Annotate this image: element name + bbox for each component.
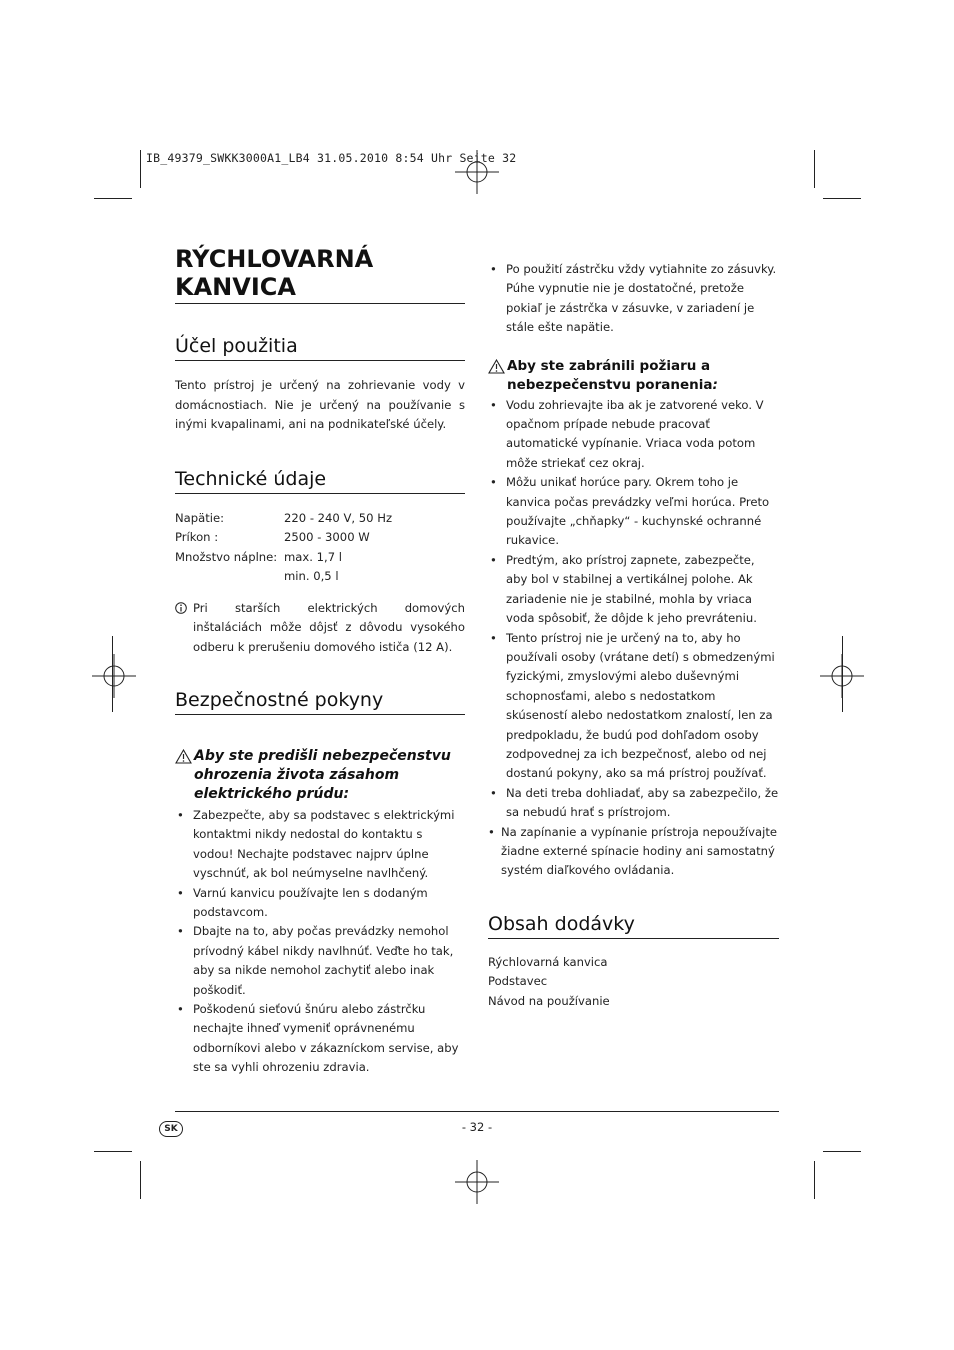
page-number: - 32 - <box>461 1120 493 1134</box>
print-slug: IB_49379_SWKK3000A1_LB4 31.05.2010 8:54 Uhr Seite 32 <box>146 151 517 165</box>
page-title: RÝCHLOVARNÁ KANVICA <box>175 245 374 301</box>
contents-heading: Obsah dodávky <box>488 912 635 935</box>
crop-mark <box>94 1151 132 1152</box>
list-item: • Varnú kanvicu používajte len s dodaným podstavcom. <box>175 884 465 923</box>
contents-item: Podstavec <box>488 974 548 989</box>
list-item: • Poškodenú sieťovú šnúru alebo zástrčku nechajte ihneď vymeniť oprávnenému odborníkovi alebo v zákazníckom servise, aby ste sa vyhli ohrozeniu zdravia. <box>175 1000 465 1078</box>
language-badge: SK <box>159 1121 183 1137</box>
registration-mark-icon <box>455 1160 499 1204</box>
warning-triangle-icon <box>488 359 505 374</box>
list-item: • Tento prístroj nie je určený na to, aby ho používali osoby (vrátane detí) s obmedzenými fyzickými, zmyslovými alebo duševnými schopnosťami, alebo s nedostatkom skúseností alebo nedostatkom znalostí, len za predpokladu, že budú pod dohľadom osoby zodpovednej za ich bezpečnosť, alebo od nej dostanú pokyny, ako sa má prístroj používať. <box>488 629 779 784</box>
electric-warning-heading: Aby ste predišli nebezpečenstvu ohrozenia života zásahom elektrického prúdu: <box>175 747 465 804</box>
crop-mark <box>112 636 113 712</box>
specs-heading-block <box>175 468 465 494</box>
specs-table <box>175 509 392 587</box>
safety-list-continued <box>488 260 779 338</box>
warning-triangle-icon <box>175 749 192 764</box>
info-icon <box>175 602 187 614</box>
list-item: • Predtým, ako prístroj zapnete, zabezpečte, aby bol v stabilnej a vertikálnej polohe. Ak zariadenie nie je stabilné, mohla by vriaca voda spôsobiť, že dôjde k jeho prevráteniu. <box>488 551 779 629</box>
safety-heading-block <box>175 689 465 715</box>
crop-mark <box>94 198 132 199</box>
crop-mark <box>140 150 141 188</box>
list-item: • Dbajte na to, aby počas prevádzky nemohol prívodný kábel nikdy navlhnúť. Veďte ho tak, aby sa nikde nemohol zachytiť alebo inak poškodiť. <box>175 922 465 1000</box>
list-item: • Zabezpečte, aby sa podstavec s elektrickými kontaktmi nikdy nedostal do kontaktu s vodou! Nechajte podstavec najprv úplne vyschnúť, ak bol neúmyselne navlhčený. <box>175 806 465 884</box>
spec-row: min. 0,5 l <box>284 569 339 583</box>
crop-mark <box>842 636 843 712</box>
crop-mark <box>823 198 861 199</box>
contents-item: Rýchlovarná kanvica <box>488 954 608 969</box>
spec-row: Napätie: 220 - 240 V, 50 Hz <box>175 510 393 525</box>
purpose-text: Tento prístroj je určený na zohrievanie vody v domácnostiach. Nie je určený na používanie s inými kvapalinami, ani na podnikateľské účely. <box>175 378 465 431</box>
crop-mark <box>814 150 815 188</box>
safety-list-final <box>488 823 779 881</box>
list-item: • Na deti treba dohliadať, aby sa zabezpečilo, že sa nebudú hrať s prístrojom. <box>488 784 779 823</box>
spec-row: Príkon : 2500 - 3000 W <box>175 530 370 544</box>
title-block <box>175 245 465 304</box>
list-item: • Po použití zástrčku vždy vytiahnite zo zásuvky. Púhe vypnutie nie je dostatočné, pretože pokiaľ je zástrčka v zásuvke, v zariadení je stále ešte napätie. <box>488 260 779 338</box>
purpose-heading: Účel použitia <box>175 335 298 357</box>
registration-mark-icon <box>92 654 136 698</box>
spec-row: Množstvo náplne: max. 1,7 l <box>175 549 342 564</box>
electric-warning-list <box>175 806 465 1078</box>
fire-warning-heading: Aby ste zabránili požiaru a nebezpečenstvu poranenia: <box>488 357 779 395</box>
crop-mark <box>823 1151 861 1152</box>
left-column <box>175 245 465 1078</box>
registration-mark-icon <box>455 150 499 194</box>
right-column <box>488 260 779 1011</box>
safety-heading: Bezpečnostné pokyny <box>175 689 384 711</box>
footer-rule <box>175 1111 779 1112</box>
crop-mark <box>814 1161 815 1199</box>
contents-item: Návod na používanie <box>488 993 610 1008</box>
purpose-heading-block <box>175 335 465 361</box>
specs-note: Pri starších elektrických domových inštaláciách môže dôjsť z dôvodu vysokého odberu k prerušeniu domového ističa (12 A). <box>175 599 465 658</box>
crop-mark <box>140 1161 141 1199</box>
contents-heading-block <box>488 913 779 939</box>
list-item: • Vodu zohrievajte iba ak je zatvorené veko. V opačnom prípade nebude pracovať automatické vypínanie. Vriaca voda potom môže striekať cez okraj. <box>488 396 779 474</box>
fire-warning-list <box>488 396 779 823</box>
list-item: • Na zapínanie a vypínanie prístroja nepoužívajte žiadne externé spínacie hodiny ani samostatný systém diaľkového ovládania. <box>488 823 779 881</box>
specs-heading: Technické údaje <box>175 467 327 490</box>
list-item: • Môžu unikať horúce pary. Okrem toho je kanvica počas prevádzky veľmi horúca. Preto používajte „chňapky“ - kuchynské ochranné rukavice. <box>488 473 779 551</box>
